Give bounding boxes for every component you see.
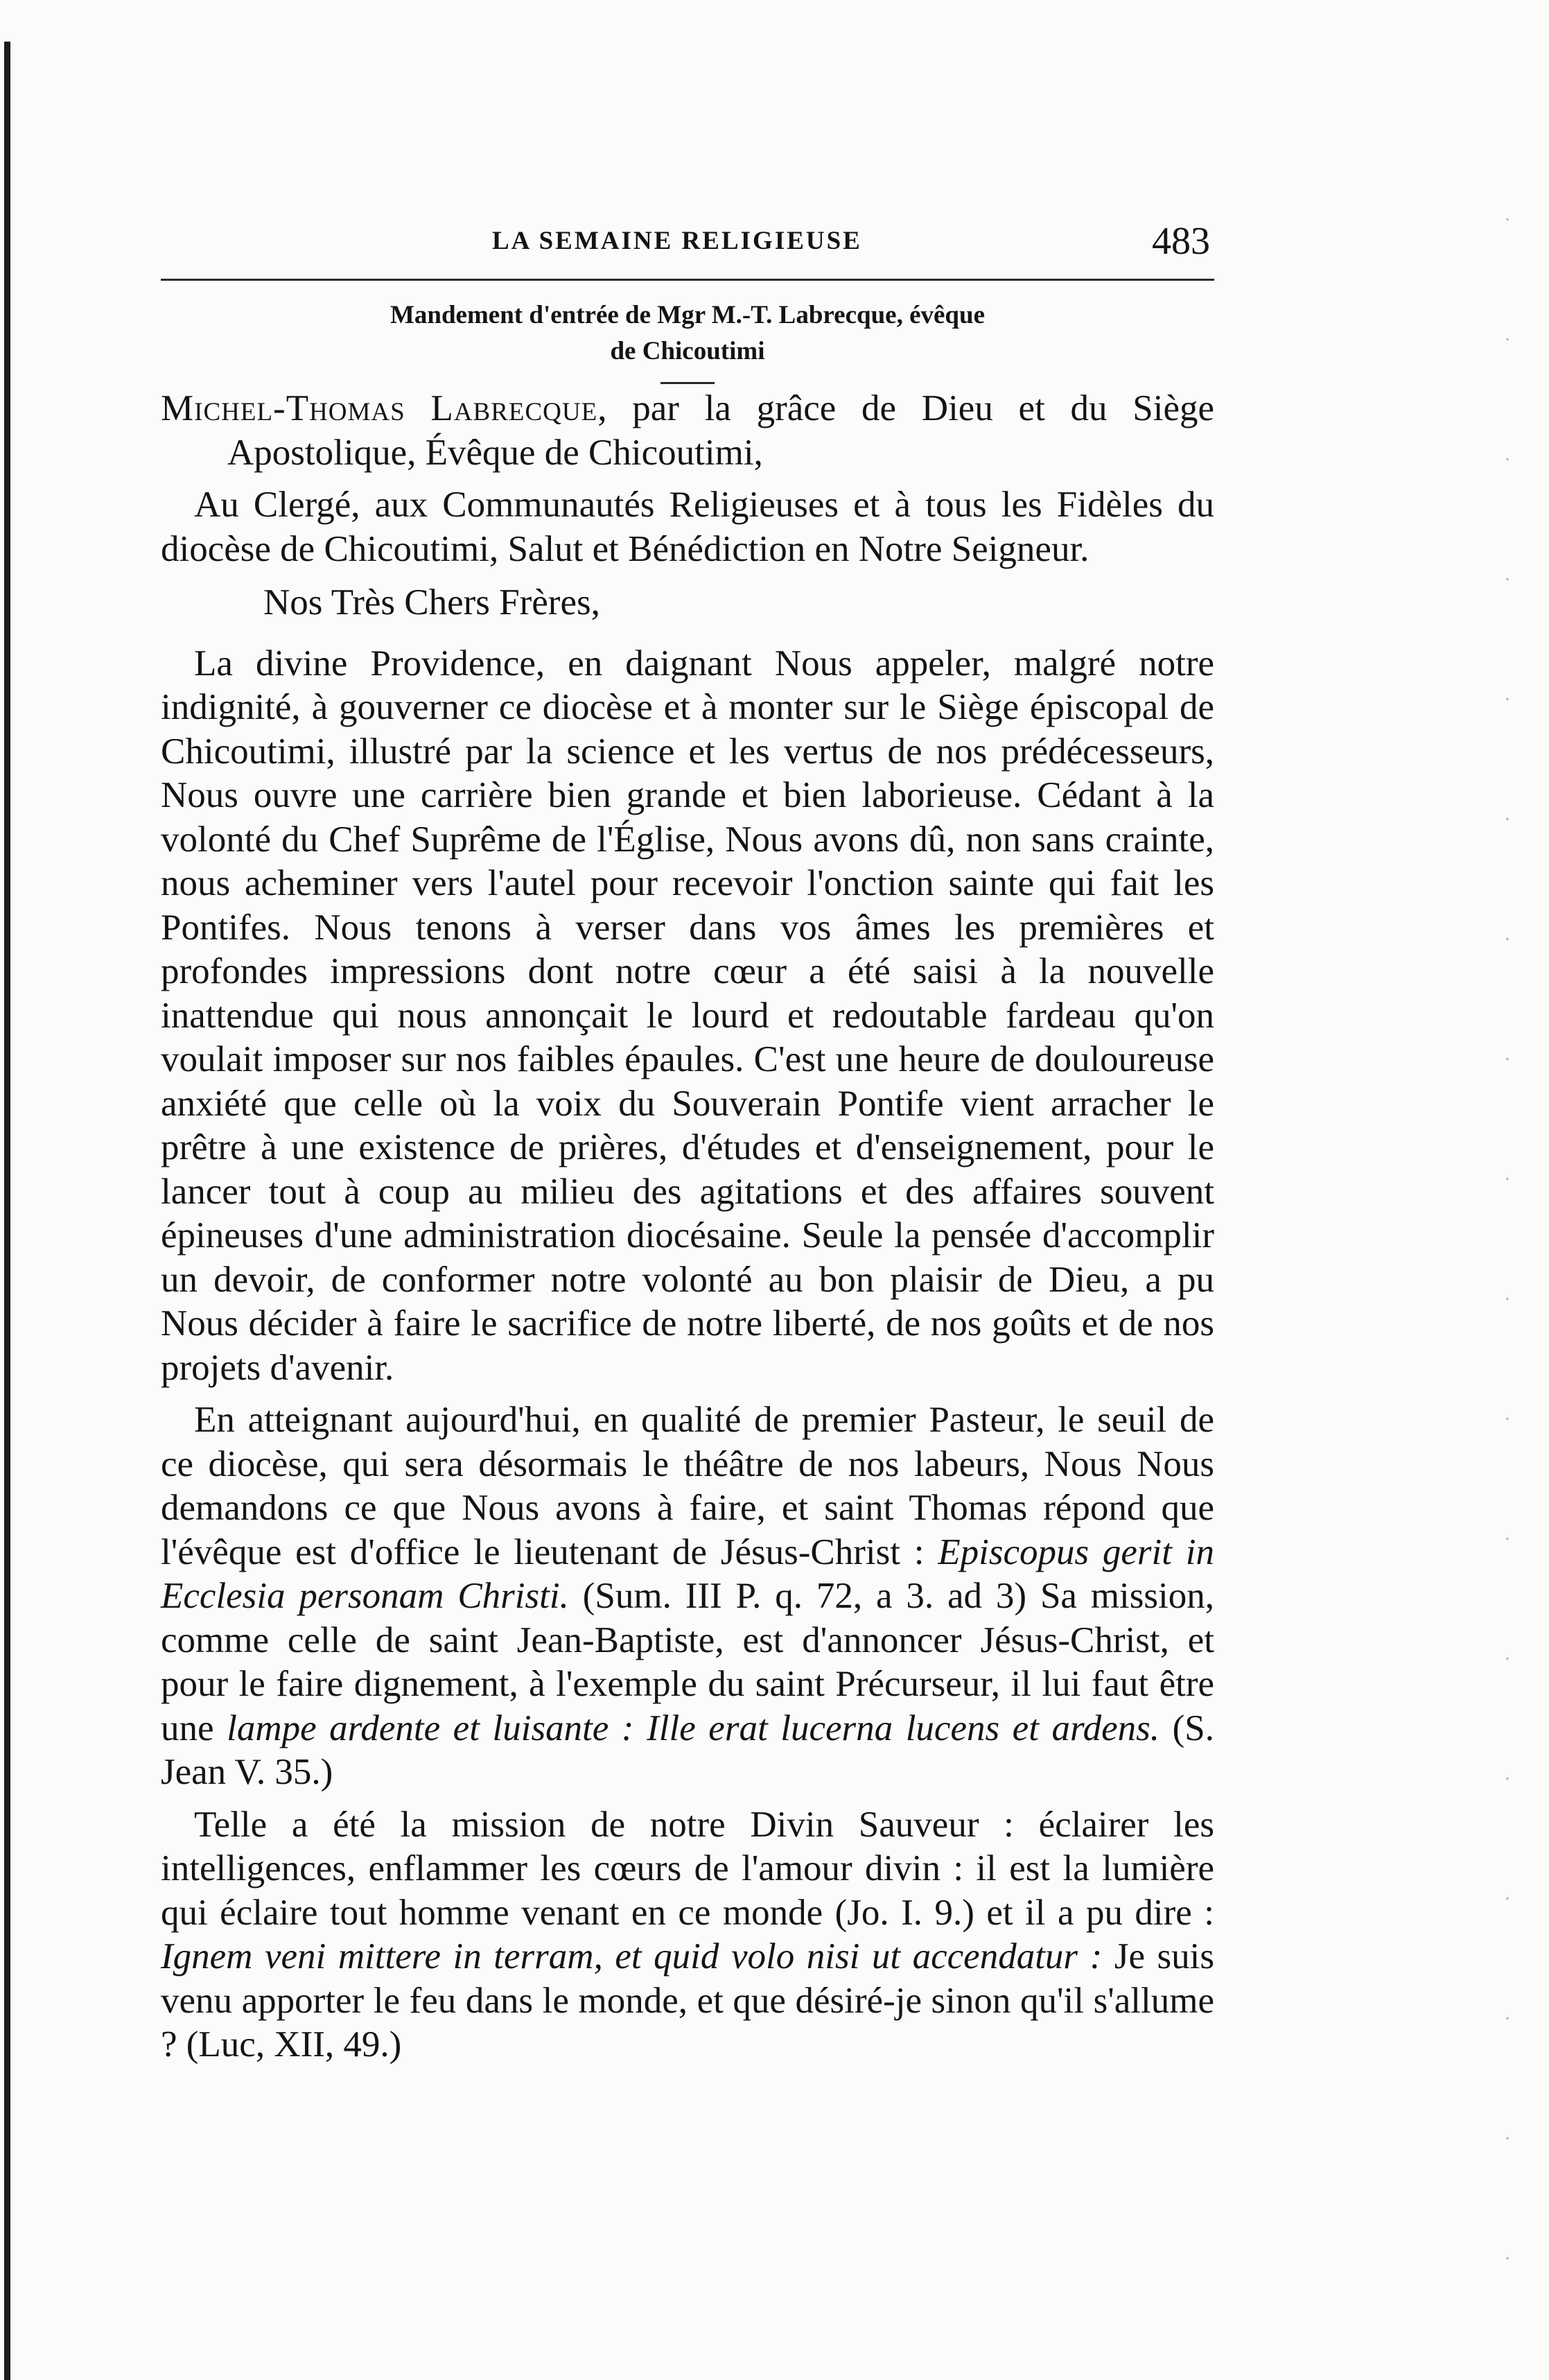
running-head-title: LA SEMAINE RELIGIEUSE xyxy=(492,227,862,255)
spacer xyxy=(161,1390,1214,1398)
page-number: 483 xyxy=(1152,220,1210,263)
bishop-title-paragraph xyxy=(161,387,1214,475)
paragraph-2-text-2: (Sum. III P. q. 72, a 3. ad 3) Sa mission, comme celle de saint Jean-Baptiste, est d'annoncer Jésus-Christ, et pour le faire dignement, à l'exemple du saint Précurseur, il lui faut être une xyxy=(161,1576,1214,1748)
bishop-last-name: Labrecque xyxy=(430,388,598,428)
body-paragraph-3 xyxy=(161,1803,1214,2067)
running-head xyxy=(161,220,1214,275)
paragraph-2-text-1: En atteignant aujourd'hui, en qualité de premier Pasteur, le seuil de ce diocèse, qui sera désormais le théâtre de nos labeurs, Nous Nous demandons ce que Nous avons à faire, et saint Thomas répond que l'évêque est d'office le lieutenant de Jésus-Christ : xyxy=(161,1400,1214,1572)
header-rule xyxy=(161,279,1214,281)
book-page xyxy=(161,220,1214,2067)
bishop-first-name: Michel-Thomas xyxy=(161,388,405,428)
paragraph-2-text-3: (S. Jean V. 35.) xyxy=(161,1708,1214,1792)
paragraph-3-text-1: Telle a été la mission de notre Divin Sauveur : éclairer les intelligences, enflammer les cœurs de l'amour divin : il est la lumière qui éclaire tout homme venant en ce monde (Jo. I. 9.) et il a pu dire : xyxy=(161,1804,1214,1933)
address-paragraph: Au Clergé, aux Communautés Religieuses et à tous les Fidèles du diocèse de Chicoutimi, Salut et Bénédiction en Notre Seigneur. xyxy=(161,485,1214,569)
body-paragraph-1: La divine Providence, en daignant Nous appeler, malgré notre indignité, à gouverner ce diocèse et à monter sur le Siège épiscopal de Chicoutimi, illustré par la science et les vertus de nos prédécesseurs, Nous ouvre une carrière bien grande et bien laborieuse. Cédant à la volonté du Chef Suprême de l'Église, Nous avons dû, non sans crainte, nous acheminer vers l'autel pour recevoir l'onction sainte qui fait les Pontifes. Nous tenons à verser dans vos âmes les premières et profondes impressions dont notre cœur a été saisi à la nouvelle inattendue qui nous annonçait le lourd et redoutable fardeau qu'on voulait imposer sur nos faibles épaules. C'est une heure de douloureuse anxiété que celle où la voix du Souverain Pontife vient arracher le prêtre à une existence de prières, d'études et d'enseignement, pour le lancer tout à coup au milieu des agitations et des affaires souvent épineuses d'une administration diocésaine. Seule la pensée d'accomplir un devoir, de conformer notre volonté au bon plaisir de Dieu, a pu Nous décider à faire le sacrifice de notre liberté, de nos goûts et de nos projets d'avenir. xyxy=(161,643,1214,1388)
latin-quote-ignem: Ignem veni mittere in terram, et quid volo nisi ut accendatur : xyxy=(161,1936,1103,1977)
heading-line-2: de Chicoutimi xyxy=(610,337,765,365)
article-heading xyxy=(161,297,1214,370)
paragraph-3-text-2: Je suis venu apporter le feu dans le monde, et que désiré-je sinon qu'il s'allume ? (Luc, XII, 49.) xyxy=(161,1936,1214,2065)
bishop-title-rest: , par la grâce de Dieu et du Siège Apostolique, Évêque de Chicoutimi, xyxy=(227,388,1214,473)
spacer xyxy=(161,1795,1214,1803)
page-edge-shadow xyxy=(4,42,10,2380)
scan-specks xyxy=(1494,159,1521,2309)
latin-quote-episcopus: Episcopus gerit in Ecclesia personam Christi. xyxy=(161,1531,1214,1616)
spacer xyxy=(161,475,1214,483)
heading-line-1: Mandement d'entrée de Mgr M.-T. Labrecque, évêque xyxy=(390,301,986,329)
heading-divider xyxy=(660,382,715,384)
salutation: Nos Très Chers Frères, xyxy=(263,582,600,623)
latin-quote-lucerna: lampe ardente et luisante : Ille erat lucerna lucens et ardens. xyxy=(227,1708,1160,1748)
body-paragraph-2 xyxy=(161,1398,1214,1795)
